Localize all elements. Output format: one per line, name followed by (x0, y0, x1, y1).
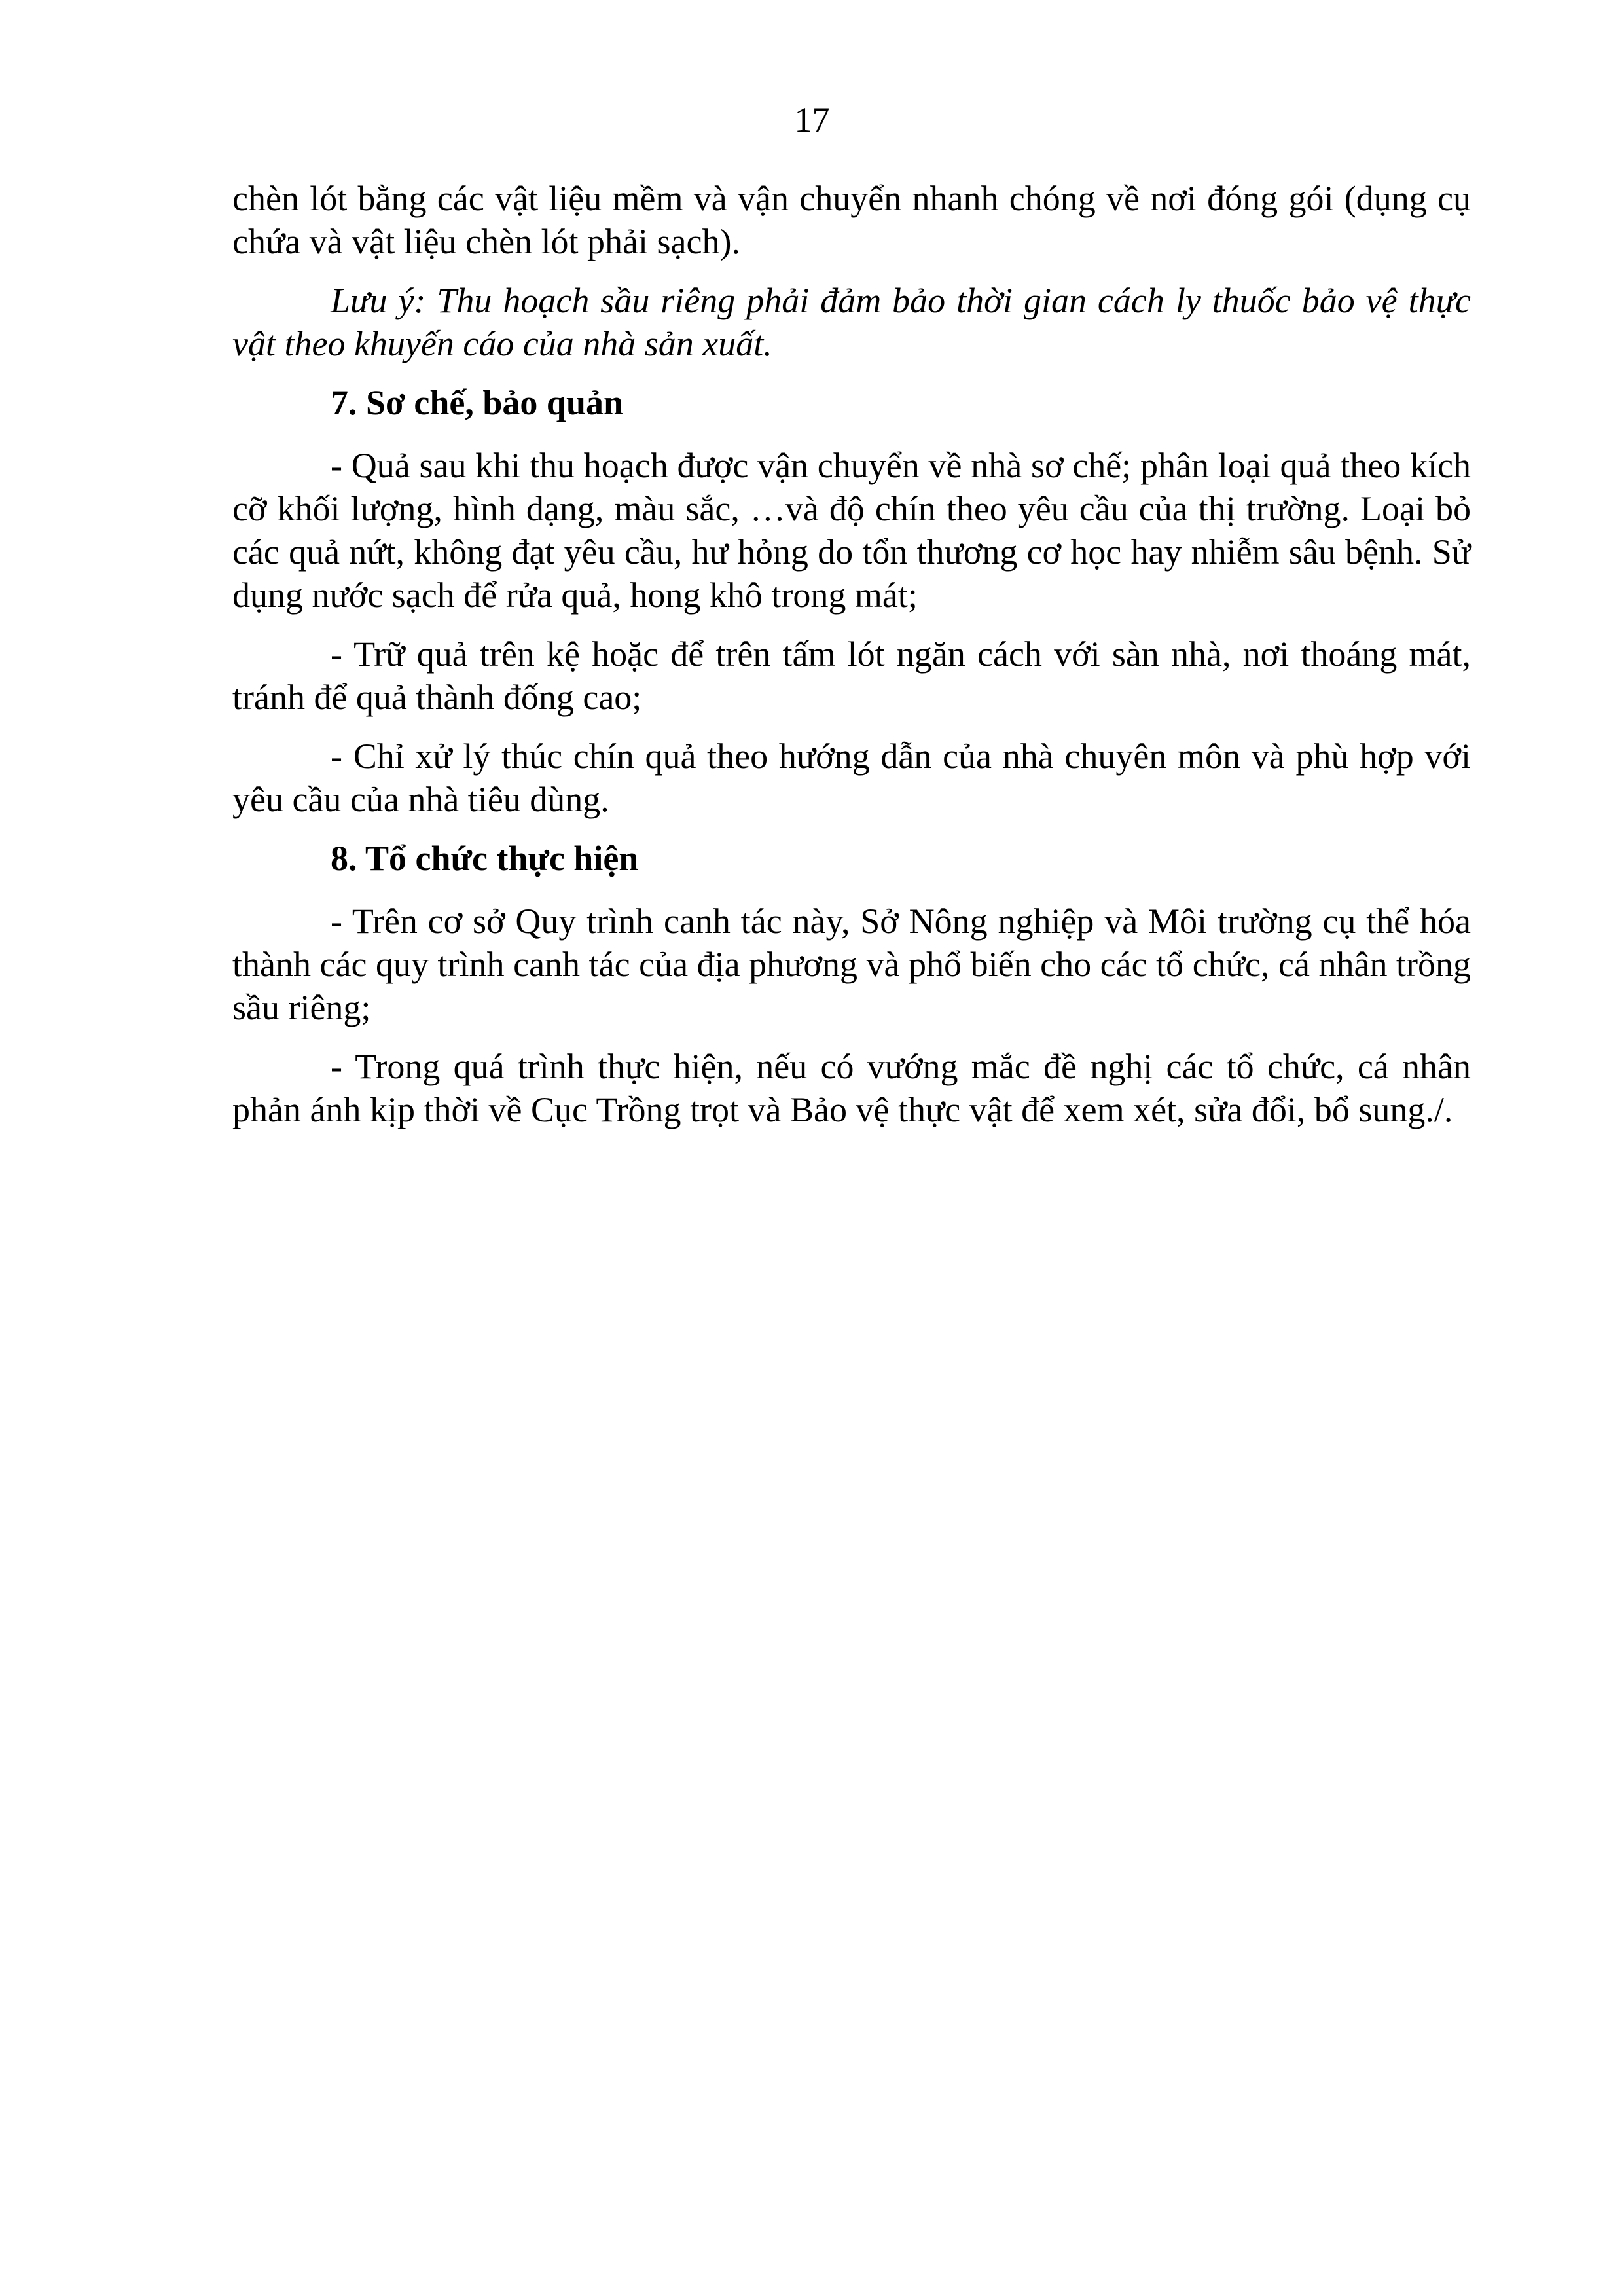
section-7-paragraph-2: - Trữ quả trên kệ hoặc để trên tấm lót ngăn cách với sàn nhà, nơi thoáng mát, tránh để quả thành đống cao; (232, 634, 1471, 717)
page-number: 17 (794, 100, 830, 139)
section-8-heading: 8. Tổ chức thực hiện (331, 839, 639, 878)
intro-paragraph: chèn lót bằng các vật liệu mềm và vận chuyển nhanh chóng về nơi đóng gói (dụng cụ chứa và vật liệu chèn lót phải sạch). (232, 179, 1471, 261)
section-7-paragraph-1: - Quả sau khi thu hoạch được vận chuyển về nhà sơ chế; phân loại quả theo kích cỡ khối lượng, hình dạng, màu sắc, …và độ chín theo yêu cầu của thị trường. Loại bỏ các quả nứt, không đạt yêu cầu, hư hỏng do tổn thương cơ học hay nhiễm sâu bệnh. Sử dụng nước sạch để rửa quả, hong khô trong mát; (232, 446, 1471, 615)
document-body (232, 177, 1471, 1147)
section-8-paragraph-1: - Trên cơ sở Quy trình canh tác này, Sở Nông nghiệp và Môi trường cụ thể hóa thành các quy trình canh tác của địa phương và phổ biến cho các tổ chức, cá nhân trồng sầu riêng; (232, 902, 1471, 1027)
section-7-heading: 7. Sơ chế, bảo quản (331, 383, 624, 422)
section-7-paragraph-3: - Chỉ xử lý thúc chín quả theo hướng dẫn của nhà chuyên môn và phù hợp với yêu cầu của nhà tiêu dùng. (232, 737, 1471, 819)
section-8-paragraph-2: - Trong quá trình thực hiện, nếu có vướng mắc đề nghị các tổ chức, cá nhân phản ánh kịp thời về Cục Trồng trọt và Bảo vệ thực vật để xem xét, sửa đổi, bổ sung./. (232, 1047, 1471, 1129)
note-paragraph: Lưu ý: Thu hoạch sầu riêng phải đảm bảo thời gian cách ly thuốc bảo vệ thực vật theo khuyến cáo của nhà sản xuất. (232, 281, 1471, 363)
